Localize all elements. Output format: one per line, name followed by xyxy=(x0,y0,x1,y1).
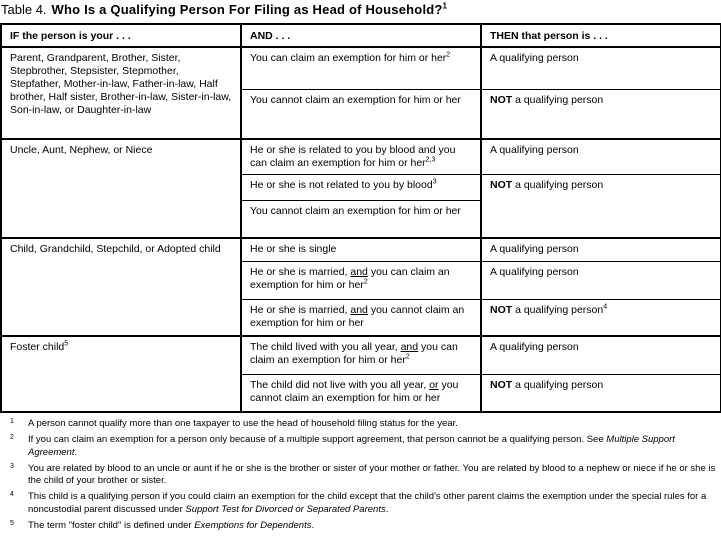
cell-text: A qualifying person xyxy=(490,243,579,255)
then-cell xyxy=(481,174,721,238)
footnote-1 xyxy=(6,418,717,431)
then-cell xyxy=(481,261,721,299)
not-emphasis: NOT xyxy=(490,303,513,316)
table-row xyxy=(1,139,721,174)
footnote-ref: 2,3 xyxy=(425,156,436,164)
footnote-body: The term "foster child" is defined under xyxy=(28,519,195,531)
cell-text: a qualifying person xyxy=(512,178,604,191)
footnote-3 xyxy=(6,463,717,488)
and-cell xyxy=(241,238,481,261)
footnote-body: A person cannot qualify more than one taxpayer to use the head of household filing status for the year. xyxy=(28,418,458,429)
footnote-ref: 2 xyxy=(446,51,451,59)
footnote-tail: . xyxy=(74,446,78,458)
header-then: THEN that person is . . . xyxy=(481,24,721,47)
cell-text: He or she is married, xyxy=(250,303,351,316)
then-cell xyxy=(481,238,721,261)
cell-text: you cannot claim an exemption for him or her xyxy=(250,378,459,404)
footnote-text xyxy=(28,434,717,459)
footnote-body: You are related by blood to an uncle or aunt if he or she is the brother or sister of your mother or father. You are related by blood to a nephew or niece if he or she is the child of your brother or sister. xyxy=(28,462,716,486)
footnote-marker: 5 xyxy=(10,519,14,527)
table-row xyxy=(1,238,721,261)
footnote-ref: 3 xyxy=(432,178,437,185)
underlined-conjunction: and xyxy=(400,341,419,353)
cell-text: The child lived with you all year, xyxy=(250,341,401,353)
footnote-body: This child is a qualifying person if you could claim an exemption for the child except that the child's other parent claims the exemption under the special rules for a noncustodial parent discussed under xyxy=(28,491,707,515)
cell-text: You can claim an exemption for him or her xyxy=(250,52,447,64)
footnotes-section xyxy=(0,418,721,532)
table-header-row xyxy=(1,24,721,47)
footnote-text xyxy=(28,520,717,533)
footnote-ref: 2 xyxy=(363,278,368,285)
and-cell xyxy=(241,374,481,412)
cell-text: You cannot claim an exemption for him or her xyxy=(250,93,461,106)
then-cell xyxy=(481,299,721,336)
then-cell xyxy=(481,89,721,139)
cell-text: A qualifying person xyxy=(490,265,579,278)
then-cell xyxy=(481,139,721,174)
then-cell xyxy=(481,374,721,412)
and-cell xyxy=(241,336,481,374)
and-cell xyxy=(241,299,481,336)
footnote-body: If you can claim an exemption for a person only because of a multiple support agreement, that person cannot be a qualifying person. See xyxy=(28,434,607,445)
cell-text: He or she is single xyxy=(250,243,337,255)
underlined-conjunction: and xyxy=(350,265,368,278)
not-emphasis: NOT xyxy=(490,378,513,391)
cell-text: Parent, Grandparent, Brother, Sister, Stepbrother, Stepsister, Stepmother, Stepfather, Mother-in-law, Father-in-law, Half brother, Half sister, Brother-in-law, Sister-in-law, Son-in-law, or Daughter-in-law xyxy=(10,52,232,116)
qualifying-person-table xyxy=(0,23,721,413)
footnote-marker: 2 xyxy=(10,434,14,441)
table-title xyxy=(0,2,721,18)
header-if: IF the person is your . . . xyxy=(1,24,241,47)
footnote-reference-title: Support Test for Divorced or Separated Parents xyxy=(185,503,386,515)
footnote-tail: . xyxy=(385,503,389,515)
if-cell-relatives xyxy=(1,47,241,139)
cell-text: a qualifying person xyxy=(512,93,604,106)
footnote-text xyxy=(28,491,717,516)
cell-text: Uncle, Aunt, Nephew, or Niece xyxy=(10,144,153,156)
not-emphasis: NOT xyxy=(490,178,513,191)
footnote-marker: 3 xyxy=(10,462,14,470)
footnote-tail: . xyxy=(311,519,315,531)
cell-text: He or she is married, xyxy=(250,265,351,278)
cell-text: Child, Grandchild, Stepchild, or Adopted child xyxy=(10,243,221,255)
cell-text: A qualifying person xyxy=(490,144,579,156)
underlined-conjunction: and xyxy=(350,303,368,316)
cell-text: Foster child xyxy=(10,341,65,353)
cell-text: you can claim an exemption for him or her xyxy=(250,341,458,366)
if-cell-foster-child xyxy=(1,336,241,412)
cell-text: The child did not live with you all year, xyxy=(250,378,430,391)
footnote-4 xyxy=(6,491,717,516)
cell-text: you can claim an exemption for him or her xyxy=(250,265,450,291)
footnote-text xyxy=(28,418,717,431)
table-row xyxy=(1,47,721,89)
and-cell xyxy=(241,261,481,299)
footnote-marker: 1 xyxy=(10,418,14,425)
cell-text: A qualifying person xyxy=(490,52,579,64)
cell-text: you cannot claim an exemption for him or her xyxy=(250,303,465,329)
footnote-marker: 4 xyxy=(10,491,14,498)
table-row xyxy=(1,336,721,374)
and-cell xyxy=(241,139,481,174)
footnote-text xyxy=(28,463,717,488)
table-number: Table 4. xyxy=(1,2,47,17)
then-cell xyxy=(481,47,721,89)
cell-text: a qualifying person xyxy=(512,378,604,391)
table-title-text: Who Is a Qualifying Person For Filing as Head of Household? xyxy=(51,2,443,17)
footnote-ref: 5 xyxy=(64,340,69,348)
and-cell xyxy=(241,47,481,89)
cell-text: A qualifying person xyxy=(490,341,579,353)
title-footnote-ref: 1 xyxy=(442,1,447,11)
not-emphasis: NOT xyxy=(490,93,513,106)
cell-text: He or she is not related to you by blood xyxy=(250,178,433,191)
cell-text: You cannot claim an exemption for him or her xyxy=(250,204,461,217)
footnote-2 xyxy=(6,434,717,459)
cell-text: He or she is related to you by blood and you can claim an exemption for him or her xyxy=(250,144,456,169)
footnote-reference-title: Multiple Support Agreement xyxy=(28,434,675,458)
and-cell xyxy=(241,89,481,139)
if-cell-child xyxy=(1,238,241,336)
footnote-reference-title: Exemptions for Dependents xyxy=(194,519,312,531)
and-cell xyxy=(241,174,481,200)
footnote-5 xyxy=(6,520,717,533)
header-and: AND . . . xyxy=(241,24,481,47)
underlined-conjunction: or xyxy=(429,378,439,391)
cell-text: a qualifying person xyxy=(512,303,604,316)
if-cell-uncle-aunt xyxy=(1,139,241,238)
footnote-ref: 4 xyxy=(603,303,608,310)
footnote-ref: 2 xyxy=(405,353,410,361)
and-cell xyxy=(241,200,481,238)
then-cell xyxy=(481,336,721,374)
